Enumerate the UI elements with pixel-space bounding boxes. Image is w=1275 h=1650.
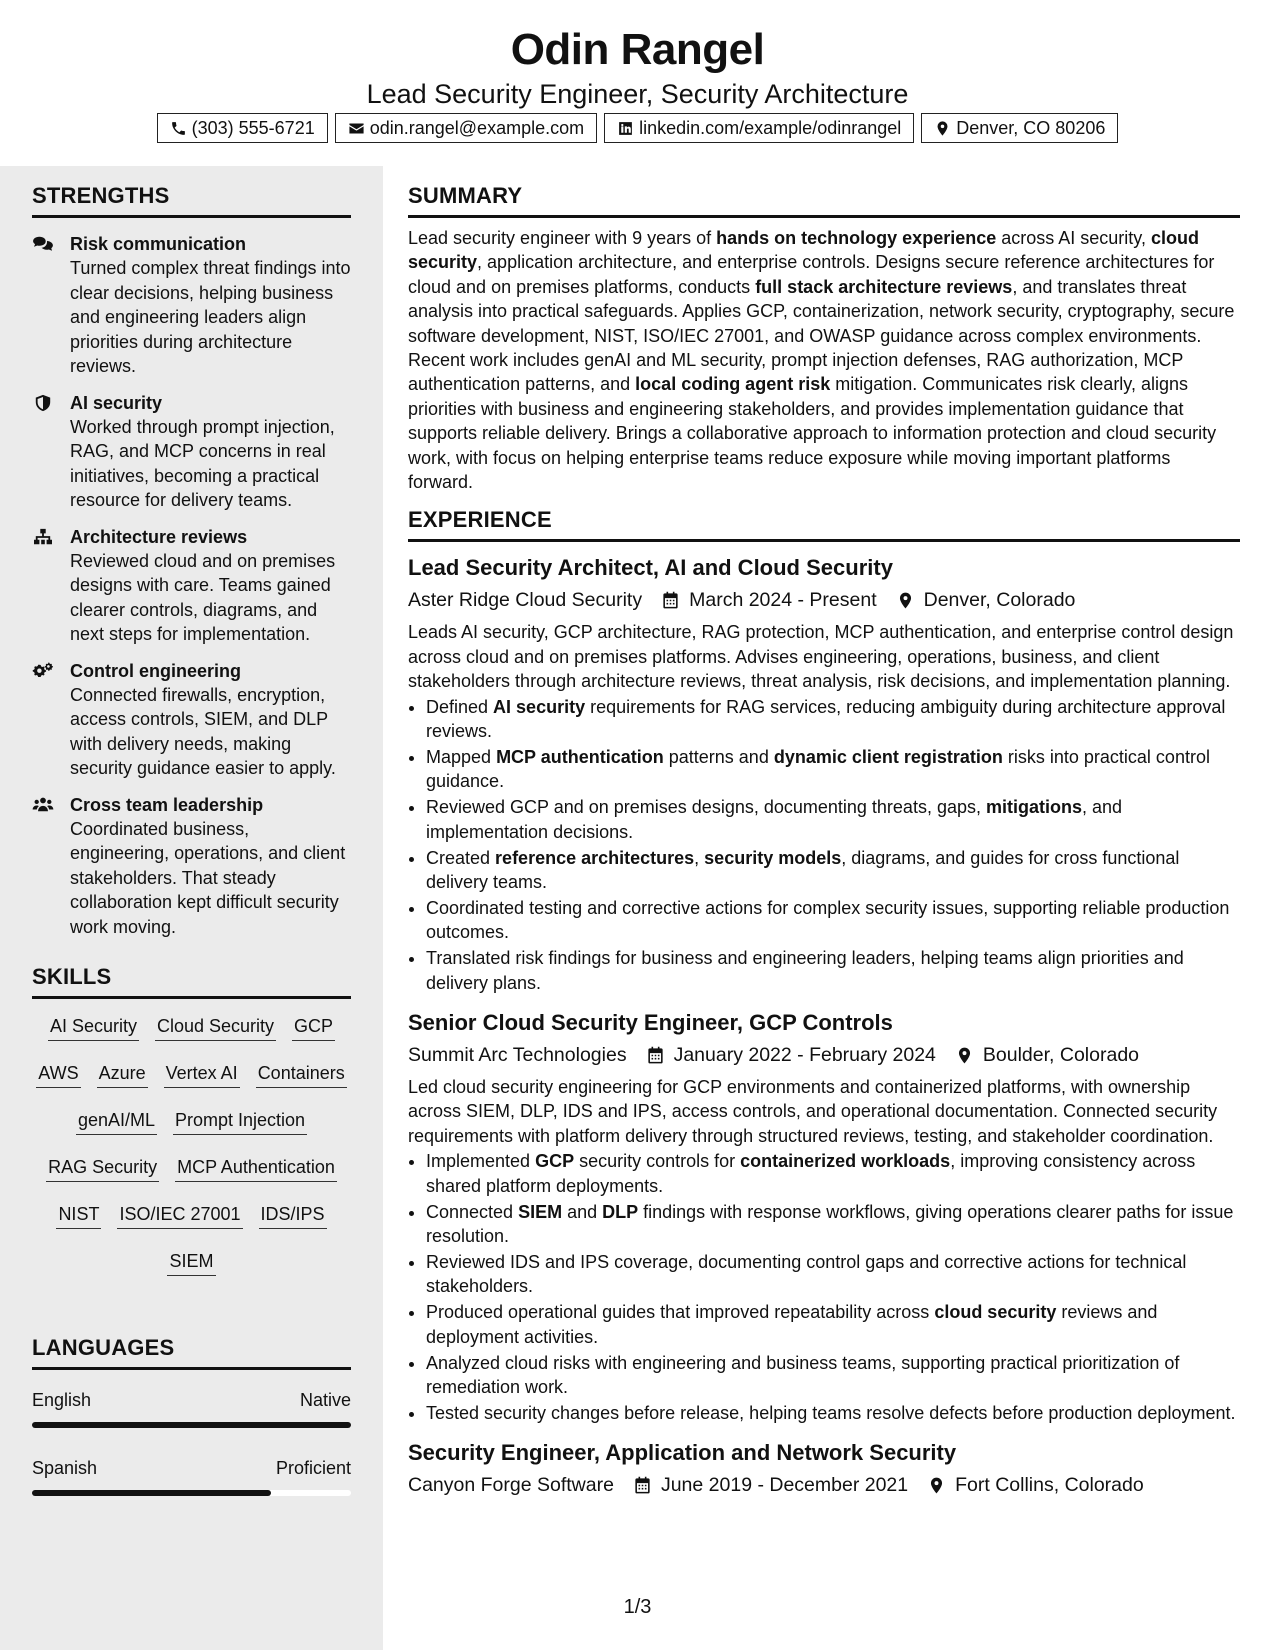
language-bar	[32, 1490, 351, 1496]
shield-icon	[32, 394, 54, 412]
bold-text: dynamic client registration	[773, 747, 1003, 767]
text-run: reviews and deployment activities.	[426, 1302, 1158, 1347]
skill-tag: Prompt Injection	[173, 1103, 307, 1135]
linkedin-icon	[617, 120, 634, 137]
text-run: mitigation. Communicates risk clearly, aligns priorities with business and engineering stakeholders, and provides implementation guidance that supports reliable delivery. Brings a collaborative approach to information protection and cloud security work, with focus on helping enterprise teams reduce exposure while moving important platforms forward.	[408, 374, 1217, 493]
language-bar-fill	[32, 1490, 271, 1496]
summary-section	[408, 182, 1240, 494]
job-bullet	[426, 1351, 1240, 1400]
experience-heading: EXPERIENCE	[408, 506, 1240, 542]
job-bullets	[408, 695, 1240, 995]
text-run: Tested security changes before release, helping teams resolve defects before production deployment.	[426, 1402, 1236, 1423]
bold-text: MCP authentication	[496, 747, 664, 767]
bold-text: cloud security	[408, 228, 1199, 273]
text-run: patterns and	[663, 747, 774, 767]
skills-heading: SKILLS	[32, 963, 351, 999]
text-run: , diagrams, and guides for cross functional delivery teams.	[426, 847, 1180, 893]
phone-icon	[170, 120, 187, 137]
text-run: Lead security engineer with 9 years of	[408, 228, 717, 248]
job-location: Fort Collins, Colorado	[955, 1474, 1144, 1497]
job-meta	[408, 1041, 1240, 1069]
summary-heading: SUMMARY	[408, 182, 1240, 218]
strength-desc: Coordinated business, engineering, operations, and client stakeholders. That steady collaboration kept difficult security work moving.	[70, 818, 346, 937]
text-run: , and implementation decisions.	[426, 797, 1123, 842]
bold-text: containerized workloads	[740, 1151, 951, 1172]
job-company: Summit Arc Technologies	[408, 1044, 627, 1067]
skill-tag: NIST	[56, 1197, 101, 1229]
bold-text: hands on technology experience	[716, 228, 997, 248]
location-pin-icon	[955, 1046, 974, 1065]
contact-phone[interactable]	[157, 113, 328, 143]
contact-location-text: Denver, CO 80206	[956, 118, 1106, 138]
skill-tag: genAI/ML	[76, 1103, 157, 1135]
job-meta	[408, 1471, 1240, 1499]
text-run: , improving consistency across shared platform deployments.	[426, 1151, 1196, 1196]
skill-tag: AWS	[36, 1056, 80, 1088]
bold-text: DLP	[602, 1201, 639, 1222]
strength-item	[32, 391, 351, 513]
text-run: Reviewed IDS and IPS coverage, documenting control gaps and corrective actions for technical stakeholders.	[426, 1251, 1187, 1297]
language-name: English	[32, 1390, 92, 1410]
languages-section	[32, 1334, 351, 1496]
skill-tag: Azure	[97, 1056, 148, 1088]
calendar-icon	[646, 1046, 665, 1065]
job-company: Canyon Forge Software	[408, 1474, 614, 1497]
bold-text: reference architectures	[495, 847, 695, 868]
job-bullet	[426, 846, 1240, 895]
skill-tag: Vertex AI	[164, 1056, 240, 1088]
strength-desc: Connected firewalls, encryption, access controls, SIEM, and DLP with delivery needs, making security guidance easier to apply.	[70, 684, 336, 778]
contact-linkedin-text: linkedin.com/example/odinrangel	[639, 118, 902, 138]
text-run: Translated risk findings for business and engineering leaders, helping teams align priorities and delivery plans.	[426, 948, 1184, 993]
job-meta	[408, 586, 1240, 614]
text-run: Produced operational guides that improved repeatability across	[426, 1302, 935, 1323]
strength-name: AI security	[70, 392, 163, 413]
page-number: 1/3	[623, 1596, 652, 1618]
strengths-section	[32, 182, 351, 939]
job-bullet	[426, 1250, 1240, 1299]
text-run: Defined	[426, 696, 494, 717]
contact-phone-text: (303) 555-6721	[191, 118, 315, 138]
contact-location[interactable]	[921, 113, 1118, 143]
skill-tag: GCP	[292, 1009, 335, 1041]
text-run: across AI security,	[996, 228, 1151, 248]
job-location: Denver, Colorado	[923, 589, 1076, 612]
strength-name: Architecture reviews	[70, 526, 248, 547]
text-run: , and translates threat analysis into practical safeguards. Applies GCP, containerization, network security, cryptography, secure software development, NIST, ISO/IEC 27001, and OWASP guidance across complex environments. Recent work includes genAI and ML security, prompt injection defenses, RAG authorization, MCP authentication patterns, and	[408, 276, 1235, 395]
language-item	[32, 1388, 351, 1428]
experience-section	[408, 506, 1240, 1499]
skill-tag: Cloud Security	[155, 1009, 276, 1041]
contact-bar	[0, 113, 1275, 143]
job-entry	[408, 554, 1240, 995]
strengths-heading: STRENGTHS	[32, 182, 351, 218]
language-level: Proficient	[275, 1458, 351, 1478]
bold-text: full stack architecture reviews	[755, 276, 1013, 297]
summary-text	[408, 226, 1240, 494]
job-location: Boulder, Colorado	[982, 1044, 1140, 1067]
location-pin-icon	[896, 591, 915, 610]
strength-name: Risk communication	[70, 234, 247, 254]
strength-item	[32, 793, 351, 940]
skill-tag: ISO/IEC 27001	[117, 1197, 242, 1229]
job-bullets	[408, 1149, 1240, 1425]
users-icon	[32, 796, 54, 814]
candidate-title: Lead Security Engineer, Security Architecture	[366, 79, 909, 109]
job-description: Led cloud security engineering for GCP environments and containerized platforms, with ownership across SIEM, DLP, IDS and IPS, access controls, and operational documentation. Connected security requirements with platform delivery through structured reviews, testing, and stakeholder coordination.	[408, 1077, 1218, 1146]
text-run: Coordinated testing and corrective actions for complex security issues, supporting reliable production outcomes.	[426, 897, 1230, 943]
job-bullet	[426, 745, 1240, 794]
left-sidebar	[0, 166, 383, 1650]
language-bar	[32, 1422, 351, 1428]
skill-tag: RAG Security	[46, 1150, 159, 1182]
job-bullet	[426, 695, 1240, 744]
skills-section	[32, 963, 351, 1291]
text-run: Reviewed GCP and on premises designs, documenting threats, gaps,	[426, 797, 986, 818]
language-bar-fill	[32, 1422, 351, 1428]
skill-tag: AI Security	[48, 1009, 139, 1041]
bold-text: GCP	[535, 1151, 575, 1172]
job-bullet	[426, 1149, 1240, 1198]
speech-bubbles-icon	[32, 235, 54, 253]
language-level: Native	[299, 1390, 351, 1410]
job-entry	[408, 1439, 1240, 1499]
bold-text: security models	[704, 847, 842, 868]
job-bullet	[426, 1300, 1240, 1349]
job-bullet	[426, 1401, 1240, 1425]
strength-desc: Reviewed cloud and on premises designs with care. Teams gained clearer controls, diagrams, and next steps for implementation.	[70, 550, 336, 644]
skill-tag: MCP Authentication	[175, 1150, 337, 1182]
language-name: Spanish	[32, 1458, 98, 1478]
text-run: Analyzed cloud risks with engineering and business teams, supporting practical prioritization of remediation work.	[426, 1352, 1180, 1397]
sitemap-icon	[32, 528, 54, 546]
strength-item	[32, 232, 351, 379]
bold-text: AI security	[493, 696, 586, 717]
text-run: and	[562, 1201, 603, 1222]
text-run: Connected	[426, 1201, 519, 1222]
jobs-list	[408, 554, 1240, 1499]
calendar-icon	[633, 1476, 652, 1495]
text-run: security controls for	[574, 1151, 741, 1172]
contact-email[interactable]	[335, 113, 597, 143]
job-bullet	[426, 795, 1240, 844]
strength-desc: Turned complex threat findings into clear decisions, helping business and engineering leaders align priorities during architecture reviews.	[70, 258, 351, 376]
job-bullet	[426, 896, 1240, 945]
text-run: ,	[694, 847, 705, 868]
contact-linkedin[interactable]	[604, 113, 914, 143]
location-pin-icon	[927, 1476, 946, 1495]
strength-item	[32, 659, 351, 781]
text-run: Implemented	[426, 1151, 536, 1172]
job-title: Senior Cloud Security Engineer, GCP Controls	[408, 1010, 893, 1036]
text-run: , application architecture, and enterprise controls. Designs secure reference architectures for cloud and on premises platforms, conducts	[408, 252, 1215, 297]
bold-text: mitigations	[985, 797, 1082, 818]
strength-name: Cross team leadership	[70, 794, 264, 815]
text-run: findings with response workflows, giving operations clearer paths for issue resolution.	[426, 1201, 1234, 1246]
strength-desc: Worked through prompt injection, RAG, and MCP concerns in real initiatives, becoming a practical resource for delivery teams.	[70, 416, 335, 510]
languages-heading: LANGUAGES	[32, 1334, 351, 1370]
text-run: Created	[426, 847, 496, 868]
location-pin-icon	[934, 120, 951, 137]
job-bullet	[426, 946, 1240, 995]
text-run: Mapped	[426, 747, 497, 767]
contact-email-text: odin.rangel@example.com	[369, 118, 585, 138]
text-run: risks into practical control guidance.	[426, 747, 1210, 792]
strength-item	[32, 525, 351, 647]
job-company: Aster Ridge Cloud Security	[408, 589, 643, 612]
calendar-icon	[661, 591, 680, 610]
strength-name: Control engineering	[70, 660, 241, 681]
job-title: Lead Security Architect, AI and Cloud Security	[408, 555, 893, 581]
skill-tag: SIEM	[167, 1244, 215, 1276]
candidate-name: Odin Rangel	[510, 25, 765, 74]
skills-list	[32, 1009, 351, 1291]
job-dates: June 2019 - December 2021	[660, 1474, 909, 1497]
bold-text: SIEM	[518, 1201, 563, 1222]
skill-tag: IDS/IPS	[259, 1197, 327, 1229]
main-content	[408, 166, 1240, 1499]
language-item	[32, 1456, 351, 1496]
text-run: requirements for RAG services, reducing ambiguity during architecture approval reviews.	[426, 696, 1226, 742]
job-dates: March 2024 - Present	[689, 589, 877, 612]
gears-icon	[32, 662, 54, 680]
bold-text: local coding agent risk	[635, 374, 831, 395]
job-dates: January 2022 - February 2024	[673, 1044, 936, 1067]
bold-text: cloud security	[934, 1302, 1057, 1323]
job-description: Leads AI security, GCP architecture, RAG protection, MCP authentication, and enterprise control design across cloud and on premises platforms. Advises engineering, operations, business, and client stakeholders through architecture reviews, threat analysis, risk decisions, and implementation planning.	[408, 622, 1234, 692]
job-title: Security Engineer, Application and Network Security	[408, 1440, 957, 1466]
skill-tag: Containers	[256, 1056, 347, 1088]
job-bullet	[426, 1200, 1240, 1249]
job-entry	[408, 1009, 1240, 1425]
envelope-icon	[348, 120, 365, 137]
